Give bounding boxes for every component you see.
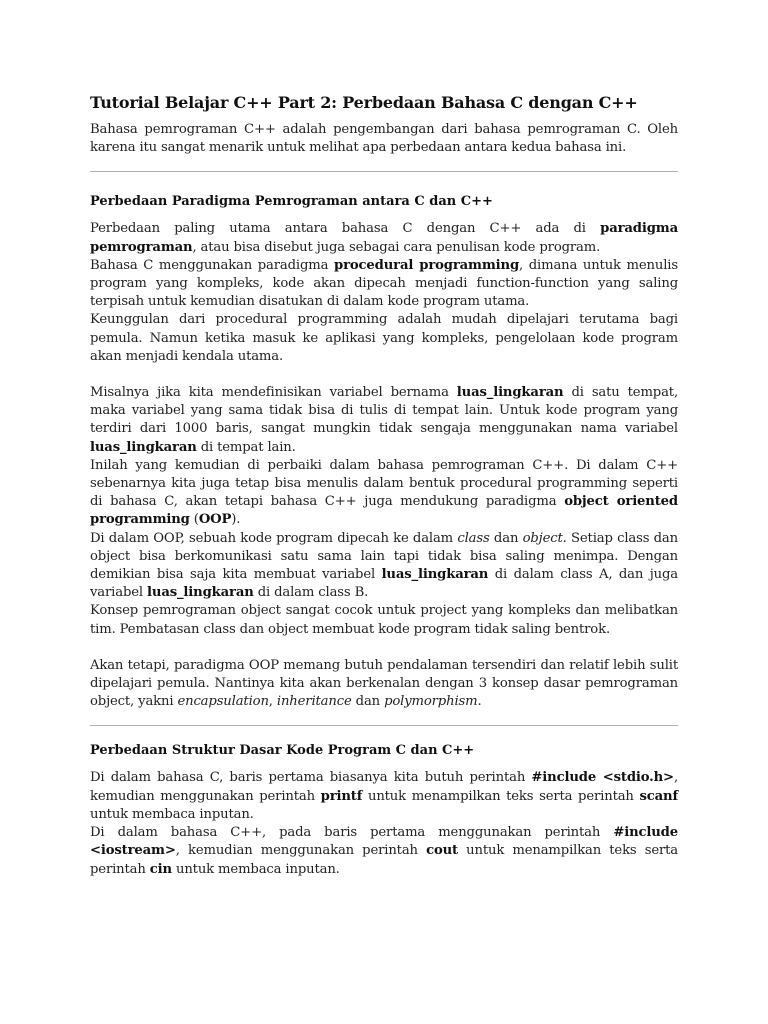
- section2-paragraph-2: Di dalam bahasa C++, pada baris pertama menggunakan perintah #include <iostream>, kemudian menggunakan perintah cout untuk menampilkan teks serta perintah cin untuk membaca inputan.: [90, 825, 678, 877]
- section1-paragraph-5: Inilah yang kemudian di perbaiki dalam bahasa pemrograman C++. Di dalam C++ sebenarnya kita juga tetap bisa menulis dalam bentuk procedural programming seperti di bahasa C, akan tetapi bahasa C++ juga mendukung paradigma object oriented programming (OOP).: [90, 457, 678, 528]
- section1-paragraph-4: Misalnya jika kita mendefinisikan variabel bernama luas_lingkaran di satu tempat, maka variabel yang sama tidak bisa di tulis di tempat lain. Untuk kode program yang terdiri dari 1000 baris, sangat mungkin tidak sengaja menggunakan nama variabel luas_lingkaran di tempat lain.: [90, 385, 678, 455]
- section2-heading: Perbedaan Struktur Dasar Kode Program C dan C++: [90, 743, 475, 759]
- section1-paragraph-7: Konsep pemrograman object sangat cocok untuk project yang kompleks dan melibatkan tim. Pembatasan class dan object membuat kode program tidak saling bentrok.: [90, 603, 678, 637]
- document-page: [90, 92, 678, 879]
- intro-paragraph: Bahasa pemrograman C++ adalah pengembangan dari bahasa pemrograman C. Oleh karena itu sangat menarik untuk melihat apa perbedaan antara kedua bahasa ini.: [90, 122, 678, 156]
- section1-paragraph-2: Bahasa C menggunakan paradigma procedural programming, dimana untuk menulis program yang kompleks, kode akan dipecah menjadi function-function yang saling terpisah untuk kemudian disatukan di dalam kode program utama.: [90, 257, 678, 310]
- section2-paragraph-1: Di dalam bahasa C, baris pertama biasanya kita butuh perintah #include <stdio.h>, kemudian menggunakan perintah printf untuk menampilkan teks serta perintah scanf untuk membaca inputan.: [90, 770, 678, 822]
- page-title: Tutorial Belajar C++ Part 2: Perbedaan Bahasa C dengan C++: [90, 93, 638, 112]
- section1-paragraph-6: Di dalam OOP, sebuah kode program dipecah ke dalam class dan object. Setiap class dan object bisa berkomunikasi satu sama lain tapi tidak bisa saling menimpa. Dengan demikian bisa saja kita membuat variabel luas_lingkaran di dalam class A, dan juga variabel luas_lingkaran di dalam class B.: [90, 530, 678, 601]
- section1-paragraph-8: Akan tetapi, paradigma OOP memang butuh pendalaman tersendiri dan relatif lebih sulit dipelajari pemula. Nantinya kita akan berkenalan dengan 3 konsep dasar pemrograman object, yakni encapsulation, inheritance dan polymorphism.: [90, 657, 678, 710]
- section1-heading: Perbedaan Paradigma Pemrograman antara C dan C++: [90, 194, 493, 210]
- section1-paragraph-3: Keunggulan dari procedural programming adalah mudah dipelajari terutama bagi pemula. Namun ketika masuk ke aplikasi yang kompleks, pengelolaan kode program akan menjadi kendala utama.: [90, 312, 678, 364]
- section1-paragraph-1: Perbedaan paling utama antara bahasa C dengan C++ ada di paradigma pemrograman, atau bisa disebut juga sebagai cara penulisan kode program.: [90, 221, 678, 255]
